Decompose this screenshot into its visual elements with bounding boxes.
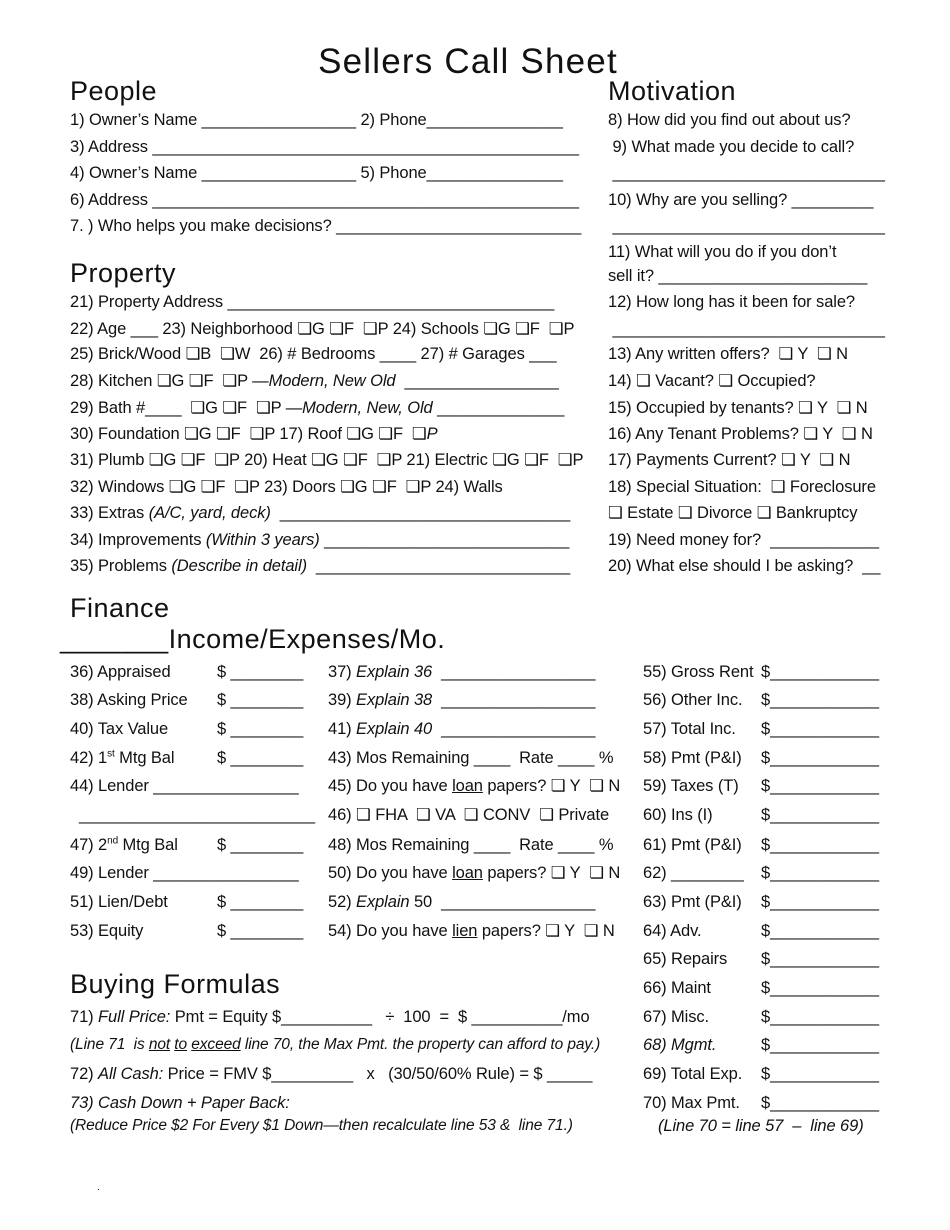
motivation-q12-blank: ______________________________	[608, 320, 885, 338]
motivation-q19: 19) Need money for? ____________	[608, 531, 879, 549]
income-expense-label: 55) Gross Rent	[643, 663, 754, 681]
second-mtg-bal-value: $ ________	[217, 836, 304, 854]
full-price-formula: 71) Full Price: Pmt = Equity $__________ ÷ 100 = $ __________/mo	[70, 1008, 590, 1026]
mos-remaining-rate-1: 43) Mos Remaining ____ Rate ____ %	[328, 749, 614, 767]
first-mtg-bal-value: $ ________	[217, 749, 304, 767]
people-heading: People	[70, 76, 158, 106]
appraised-label: 36) Appraised	[70, 663, 171, 681]
decision-helper-line: 7. ) Who helps you make decisions? ___________________________	[70, 217, 582, 235]
income-expense-value: $____________	[761, 1065, 879, 1083]
extras-line: 33) Extras (A/C, yard, deck) ________________________________	[70, 504, 571, 522]
income-expense-value: $____________	[761, 806, 879, 824]
motivation-q11-blank: sell it? _______________________	[608, 267, 868, 285]
motivation-q18: 18) Special Situation: ❏ Foreclosure	[608, 478, 876, 496]
lien-debt-label: 51) Lien/Debt	[70, 893, 168, 911]
equity-value: $ ________	[217, 922, 304, 940]
motivation-q16: 16) Any Tenant Problems? ❏ Y ❏ N	[608, 425, 873, 443]
income-expense-label: 63) Pmt (P&I)	[643, 893, 742, 911]
address-line-1: 3) Address _______________________________________________	[70, 138, 579, 156]
income-expense-label: 57) Total Inc.	[643, 720, 736, 738]
motivation-q15: 15) Occupied by tenants? ❏ Y ❏ N	[608, 399, 868, 417]
income-expense-value: $____________	[761, 1036, 879, 1054]
lender-2-line: 49) Lender ________________	[70, 864, 299, 882]
line-71-note: (Line 71 is not to exceed line 70, the Max Pmt. the property can afford to pay.)	[70, 1036, 601, 1053]
income-expense-label: 61) Pmt (P&I)	[643, 836, 742, 854]
first-mtg-bal-label: 42) 1st Mtg Bal	[70, 748, 175, 767]
explain-40-line: 41) Explain 40 _________________	[328, 720, 596, 738]
reduce-price-note: (Reduce Price $2 For Every $1 Down—then recalculate line 53 & line 71.)	[70, 1117, 573, 1134]
income-expense-value: $____________	[761, 950, 879, 968]
second-mtg-bal-label: 47) 2nd Mtg Bal	[70, 835, 178, 854]
bath-line: 29) Bath #____ ❏G ❏F ❏P —Modern, New, Old ______________	[70, 399, 565, 417]
windows-doors-walls-line: 32) Windows ❏G ❏F ❏P 23) Doors ❏G ❏F ❏P 24) Walls	[70, 478, 503, 496]
age-neighborhood-schools-line: 22) Age ___ 23) Neighborhood ❏G ❏F ❏P 24) Schools ❏G ❏F ❏P	[70, 320, 575, 338]
explain-36-line: 37) Explain 36 _________________	[328, 663, 596, 681]
motivation-q8: 8) How did you find out about us?	[608, 111, 851, 129]
motivation-q20: 20) What else should I be asking? __	[608, 557, 881, 575]
motivation-q13: 13) Any written offers? ❏ Y ❏ N	[608, 345, 848, 363]
explain-38-line: 39) Explain 38 _________________	[328, 691, 596, 709]
motivation-heading: Motivation	[608, 76, 737, 106]
motivation-q9: 9) What made you decide to call?	[608, 138, 855, 156]
property-address-line: 21) Property Address ____________________________________	[70, 293, 555, 311]
motivation-q18-options: ❏ Estate ❏ Divorce ❏ Bankruptcy	[608, 504, 858, 522]
income-expense-value: $____________	[761, 691, 879, 709]
finance-heading: Finance	[70, 593, 170, 623]
income-expense-label: 62) ________	[643, 864, 744, 882]
owner-phone-line-2: 4) Owner’s Name _________________ 5) Phone_______________	[70, 164, 563, 182]
kitchen-line: 28) Kitchen ❏G ❏F ❏P —Modern, New Old _________________	[70, 372, 559, 390]
owner-phone-line-1: 1) Owner’s Name _________________ 2) Phone_______________	[70, 111, 563, 129]
cash-down-paper-back: 73) Cash Down + Paper Back:	[70, 1094, 290, 1112]
footer-dot: .	[97, 1182, 100, 1193]
income-expense-label: 56) Other Inc.	[643, 691, 743, 709]
income-expense-value: $____________	[761, 749, 879, 767]
income-expense-value: $____________	[761, 836, 879, 854]
income-expense-value: $____________	[761, 663, 879, 681]
income-expense-label: 70) Max Pmt.	[643, 1094, 740, 1112]
plumb-heat-electric-line: 31) Plumb ❏G ❏F ❏P 20) Heat ❏G ❏F ❏P 21) Electric ❏G ❏F ❏P	[70, 451, 584, 469]
equity-label: 53) Equity	[70, 922, 144, 940]
income-expenses-heading: _______Income/Expenses/Mo.	[60, 624, 446, 654]
income-expense-value: $____________	[761, 1094, 879, 1112]
income-expense-value: $____________	[761, 777, 879, 795]
buying-formulas-heading: Buying Formulas	[70, 969, 281, 999]
income-expense-value: $____________	[761, 864, 879, 882]
income-expense-label: 67) Misc.	[643, 1008, 710, 1026]
all-cash-formula: 72) All Cash: Price = FMV $_________ x (30/50/60% Rule) = $ _____	[70, 1065, 593, 1083]
problems-line: 35) Problems (Describe in detail) ____________________________	[70, 557, 571, 575]
income-expense-label: 58) Pmt (P&I)	[643, 749, 742, 767]
income-expense-label: 60) Ins (I)	[643, 806, 713, 824]
motivation-q14: 14) ❏ Vacant? ❏ Occupied?	[608, 372, 816, 390]
lender-1-line: 44) Lender ________________	[70, 777, 299, 795]
lien-debt-value: $ ________	[217, 893, 304, 911]
income-expense-value: $____________	[761, 979, 879, 997]
brick-bedrooms-garages-line: 25) Brick/Wood ❏B ❏W 26) # Bedrooms ____ 27) # Garages ___	[70, 345, 557, 363]
mos-remaining-rate-2: 48) Mos Remaining ____ Rate ____ %	[328, 836, 614, 854]
loan-type-options: 46) ❏ FHA ❏ VA ❏ CONV ❏ Private	[328, 806, 610, 824]
page-title: Sellers Call Sheet	[318, 42, 618, 81]
loan-papers-1: 45) Do you have loan papers? ❏ Y ❏ N	[328, 777, 621, 795]
improvements-line: 34) Improvements (Within 3 years) ___________________________	[70, 531, 570, 549]
asking-price-value: $ ________	[217, 691, 304, 709]
max-pmt-note: (Line 70 = line 57 – line 69)	[658, 1117, 864, 1135]
explain-50-line: 52) Explain 50 _________________	[328, 893, 596, 911]
motivation-q9-blank: ______________________________	[608, 164, 885, 182]
appraised-value: $ ________	[217, 663, 304, 681]
motivation-q12: 12) How long has it been for sale?	[608, 293, 856, 311]
income-expense-label: 69) Total Exp.	[643, 1065, 743, 1083]
lender-1-blank: __________________________	[70, 806, 315, 824]
income-expense-value: $____________	[761, 720, 879, 738]
motivation-q10-blank: ______________________________	[608, 217, 885, 235]
motivation-q17: 17) Payments Current? ❏ Y ❏ N	[608, 451, 851, 469]
property-heading: Property	[70, 258, 177, 288]
income-expense-label: 59) Taxes (T)	[643, 777, 739, 795]
loan-papers-2: 50) Do you have loan papers? ❏ Y ❏ N	[328, 864, 621, 882]
income-expense-label: 68) Mgmt.	[643, 1036, 717, 1054]
asking-price-label: 38) Asking Price	[70, 691, 188, 709]
foundation-roof-line: 30) Foundation ❏G ❏F ❏P 17) Roof ❏G ❏F ❏P	[70, 425, 438, 443]
income-expense-label: 65) Repairs	[643, 950, 728, 968]
income-expense-value: $____________	[761, 1008, 879, 1026]
income-expense-label: 64) Adv.	[643, 922, 702, 940]
tax-value-label: 40) Tax Value	[70, 720, 169, 738]
address-line-2: 6) Address _______________________________________________	[70, 191, 579, 209]
income-expense-value: $____________	[761, 893, 879, 911]
lien-papers: 54) Do you have lien papers? ❏ Y ❏ N	[328, 922, 615, 940]
motivation-q10: 10) Why are you selling? _________	[608, 191, 874, 209]
income-expense-value: $____________	[761, 922, 879, 940]
motivation-q11: 11) What will you do if you don’t	[608, 243, 837, 261]
tax-value-value: $ ________	[217, 720, 304, 738]
income-expense-label: 66) Maint	[643, 979, 711, 997]
